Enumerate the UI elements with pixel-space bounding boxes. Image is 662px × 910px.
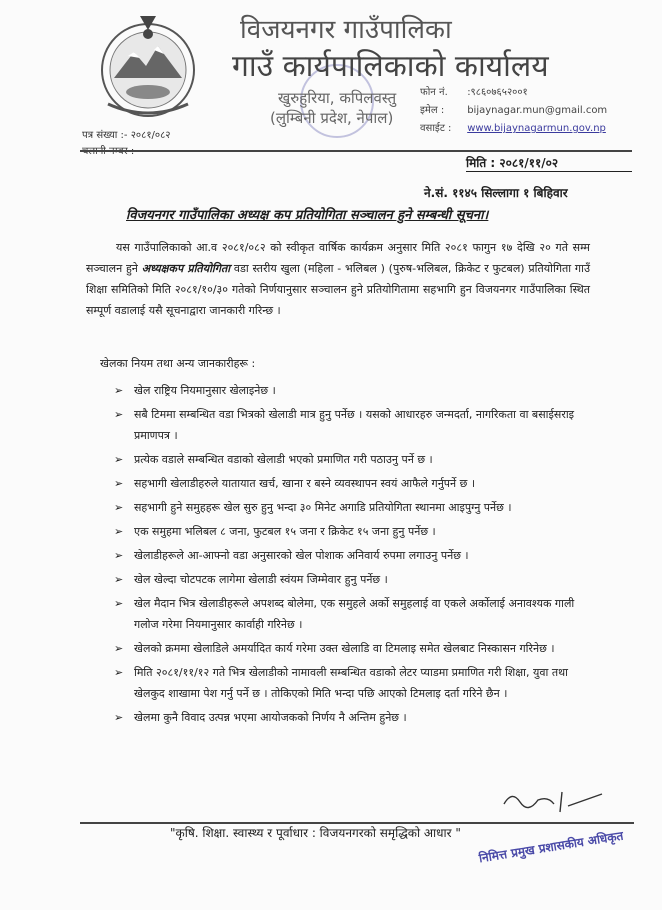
- address-line-2: (लुम्बिनी प्रदेश, नेपाल): [270, 109, 394, 127]
- phone-label: फोन नं.: [420, 87, 448, 98]
- email-value[interactable]: bijaynagar.mun@gmail.com: [467, 105, 608, 116]
- body-text-b: वडा स्तरीय खुला (महिला - भलिबल ) (पुरुष-भलिबल, क्रिकेट र फुटबल) प्रतियोगिता गाउँ शिक्षा समितिको मिति २०८१/१०/३० गतेको निर्णयानुसार सञ्चालन हुने प्रतियोगितामा सहभागि हुन विजयनगर गाउँपालिका स्थित सम्पूर्ण वडालाई यसै सूचनाद्वारा जानकारी गरिन्छ ।: [86, 262, 590, 317]
- officer-stamp: निमित्त प्रमुख प्रशासकीय अधिकृत: [477, 828, 625, 866]
- address-line-1: खुरुहुरिया, कपिलवस्तु: [278, 89, 397, 107]
- org-name: विजयनगर गाउँपालिका: [240, 15, 452, 45]
- arrow-bullet-icon: ➢: [114, 711, 124, 724]
- arrow-bullet-icon: ➢: [114, 501, 124, 514]
- arrow-bullet-icon: ➢: [114, 408, 124, 421]
- website-label: वसाईट :: [420, 123, 452, 134]
- rules-heading: खेलका नियम तथा अन्य जानकारीहरू :: [100, 357, 256, 370]
- rule-text: एक समुहमा भलिबल ८ जना, फुटबल १५ जना र क्रिकेट १५ जना हुनु पर्नेछ ।: [134, 525, 436, 538]
- contact-block: [420, 84, 607, 138]
- body-text-a: यस गाउँपालिकाको आ.व २०८१/०८२ को स्वीकृत वार्षिक कार्यक्रम अनुसार मिति २०८१ फागुन १७ देखि २० गते सम्म सञ्चालन हुने: [86, 241, 590, 275]
- arrow-bullet-icon: ➢: [114, 453, 124, 466]
- phone-row: [420, 84, 607, 102]
- rule-text: खेल खेल्दा चोटपटक लागेमा खेलाडी स्वंयम जिम्मेवार हुनु पर्नेछ ।: [134, 573, 388, 586]
- subject-line: विजयनगर गाउँपालिका अध्यक्ष कप प्रतियोगिता सञ्चालन हुने सम्बन्धी सूचना।: [126, 208, 489, 223]
- arrow-bullet-icon: ➢: [114, 597, 124, 610]
- website-link[interactable]: www.bijaynagarmun.gov.np: [467, 123, 606, 134]
- nepal-era-date: ने.सं. ११४५ सिल्लागा १ बिहिवार: [424, 186, 568, 200]
- arrow-bullet-icon: ➢: [114, 549, 124, 562]
- list-item: [108, 497, 584, 518]
- office-name: गाउँ कार्यपालिकाको कार्यालय: [232, 49, 549, 84]
- header-divider: [80, 150, 632, 152]
- rules-list: [108, 380, 584, 731]
- arrow-bullet-icon: ➢: [114, 666, 124, 679]
- rule-text: सबै टिममा सम्बन्धित वडा भित्रको खेलाडी मात्र हुनु पर्नेछ । यसको आधारहरु जन्मदर्ता, नागरिकता वा बसाईसराइ प्रमाणपत्र ।: [134, 408, 575, 442]
- list-item: [108, 473, 584, 494]
- rule-text: सहभागी हुने समुहहरू खेल सुरु हुनु भन्दा ३० मिनेट अगाडि प्रतियोगिता स्थानमा आइपुग्नु पर्नेछ ।: [134, 501, 512, 514]
- dispatch-number: [82, 144, 170, 160]
- rule-text: खेलाडीहरूले आ-आफ्नो वडा अनुसारको खेल पोशाक अनिवार्य रुपमा लगाउनु पर्नेछ ।: [134, 549, 469, 562]
- rule-text: खेलमा कुनै विवाद उत्पन्न भएमा आयोजकको निर्णय नै अन्तिम हुनेछ ।: [134, 711, 407, 724]
- body-emphasis: अध्यक्षकप प्रतियोगिता: [141, 262, 231, 275]
- nepal-emblem-icon: [94, 12, 202, 120]
- arrow-bullet-icon: ➢: [114, 384, 124, 397]
- list-item: [108, 545, 584, 566]
- arrow-bullet-icon: ➢: [114, 573, 124, 586]
- phone-value: :९८६०७६५२००१: [467, 87, 528, 98]
- email-row: [420, 102, 607, 120]
- website-row: [420, 120, 607, 138]
- reference-block: [82, 128, 170, 160]
- list-item: [108, 707, 584, 728]
- list-item: [108, 380, 584, 401]
- body-paragraph: [86, 237, 590, 321]
- footer-motto: "कृषि. शिक्षा. स्वास्थ्य र पूर्वाधार : विजयनगरको समृद्धिको आधार ": [170, 826, 461, 840]
- list-item: [108, 593, 584, 635]
- list-item: [108, 404, 584, 446]
- list-item: [108, 569, 584, 590]
- ref-number: पत्र संख्या :- २०८१/०८२: [82, 130, 171, 141]
- list-item: [108, 521, 584, 542]
- rule-text: प्रत्येक वडाले सम्बन्धित वडाको खेलाडी भएको प्रमाणित गरी पठाउनु पर्ने छ ।: [134, 453, 433, 466]
- rule-text: खेलको क्रममा खेलाडिले अमर्यादित कार्य गरेमा उक्त खेलाडि वा टिमलाइ समेत खेलबाट निस्कासन गरिनेछ ।: [134, 642, 555, 655]
- email-label: इमेल :: [420, 105, 445, 116]
- arrow-bullet-icon: ➢: [114, 642, 124, 655]
- letter-date: मिति : २०८१/११/०२: [466, 156, 559, 170]
- rule-text: मिति २०८१/११/१२ गते भित्र खेलाडीको नामावली सम्बन्धित वडाको लेटर प्याडमा प्रमाणित गरी शिक्षा, युवा तथा खेलकुद शाखामा पेश गर्नु पर्ने छ । तोकिएको मिति भन्दा पछि आएको टिमलाइ दर्ता गरिने छैन ।: [134, 666, 569, 700]
- list-item: [108, 449, 584, 470]
- arrow-bullet-icon: ➢: [114, 477, 124, 490]
- rule-text: खेल मैदान भित्र खेलाडीहरूले अपशब्द बोलेमा, एक समुहले अर्को समुहलाई वा एकले अर्कोलाई अनावश्यक गाली गलोज गरेमा नियमानुसार कार्वाही गरिनेछ ।: [134, 597, 575, 631]
- date-underline: [466, 171, 632, 172]
- arrow-bullet-icon: ➢: [114, 525, 124, 538]
- list-item: [108, 662, 584, 704]
- rule-text: सहभागी खेलाडीहरुले यातायात खर्च, खाना र बस्ने व्यवस्थापन स्वयं आफैले गर्नुपर्ने छ ।: [134, 477, 476, 490]
- list-item: [108, 638, 584, 659]
- signature-mark: [498, 782, 608, 816]
- rule-text: खेल राष्ट्रिय नियमानुसार खेलाइनेछ ।: [134, 384, 276, 397]
